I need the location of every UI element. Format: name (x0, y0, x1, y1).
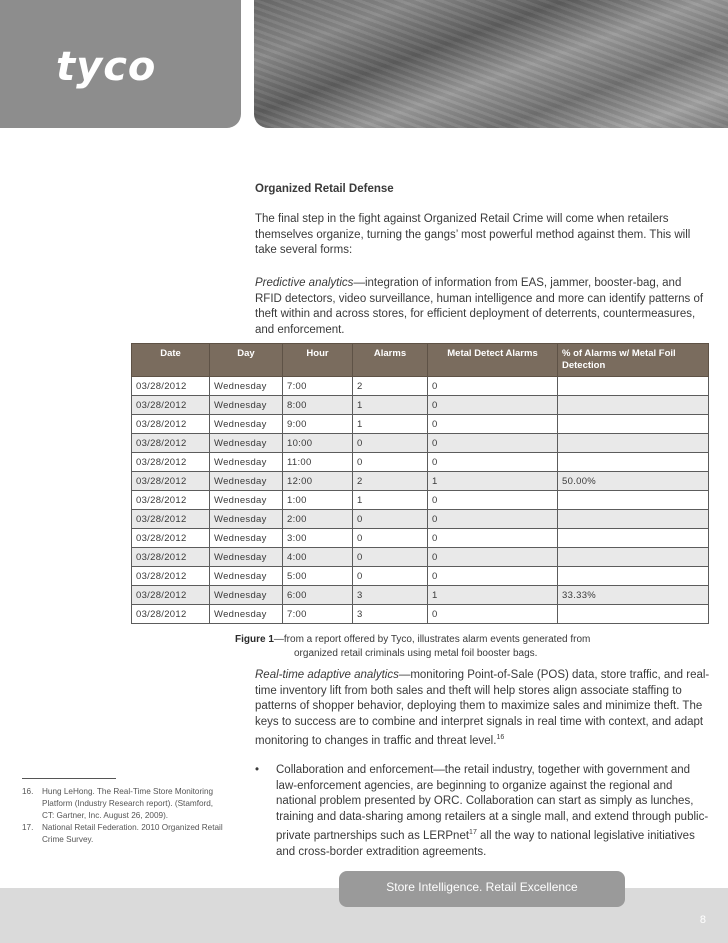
cell-metal-detect: 1 (428, 472, 558, 491)
realtime-paragraph (255, 668, 710, 750)
cell-hour: 7:00 (283, 377, 353, 396)
table-row (132, 510, 709, 529)
cell-metal-detect: 0 (428, 605, 558, 624)
cell-date: 03/28/2012 (132, 434, 210, 453)
cell-day: Wednesday (210, 605, 283, 624)
cell-metal-detect: 0 (428, 453, 558, 472)
cell-alarms: 1 (353, 415, 428, 434)
cell-pct-foil (558, 491, 709, 510)
cell-alarms: 0 (353, 434, 428, 453)
cell-pct-foil (558, 548, 709, 567)
footnote-number: 17. (22, 823, 34, 832)
cell-day: Wednesday (210, 586, 283, 605)
table-row (132, 567, 709, 586)
cell-metal-detect: 0 (428, 529, 558, 548)
cell-day: Wednesday (210, 529, 283, 548)
cell-hour: 12:00 (283, 472, 353, 491)
cell-alarms: 3 (353, 605, 428, 624)
cell-alarms: 0 (353, 453, 428, 472)
bullet-collaboration (255, 763, 710, 860)
cell-pct-foil (558, 529, 709, 548)
table-row (132, 415, 709, 434)
caption-line-2: organized retail criminals using metal foil booster bags. (294, 648, 538, 659)
header-photo-banner (254, 0, 728, 128)
figure-label: Figure 1 (235, 634, 274, 645)
section-heading: Organized Retail Defense (255, 183, 394, 195)
footnote-number: 16. (22, 787, 34, 796)
cell-metal-detect: 0 (428, 510, 558, 529)
cell-day: Wednesday (210, 548, 283, 567)
col-header-day: Day (210, 344, 283, 377)
cell-hour: 8:00 (283, 396, 353, 415)
cell-day: Wednesday (210, 491, 283, 510)
cell-alarms: 3 (353, 586, 428, 605)
cell-pct-foil (558, 605, 709, 624)
table-row (132, 605, 709, 624)
predictive-text: —integration of information from EAS, jammer, booster-bag, and RFID detectors, video surveillance, human intelligence and more can identify patterns of theft within and across stores, for efficient deployment of deterrents, countermeasures, and enforcement. (255, 277, 704, 336)
cell-date: 03/28/2012 (132, 472, 210, 491)
footnotes (22, 786, 227, 846)
cell-metal-detect: 0 (428, 567, 558, 586)
tyco-logo: tyco (56, 44, 157, 90)
cell-hour: 5:00 (283, 567, 353, 586)
cell-date: 03/28/2012 (132, 377, 210, 396)
cell-date: 03/28/2012 (132, 548, 210, 567)
footnote-ref-17: 17 (469, 829, 477, 837)
table-header-row (132, 344, 709, 377)
cell-metal-detect: 0 (428, 434, 558, 453)
cell-date: 03/28/2012 (132, 567, 210, 586)
table-row (132, 472, 709, 491)
cell-day: Wednesday (210, 510, 283, 529)
bullet-marker: • (255, 764, 260, 776)
table-row (132, 396, 709, 415)
cell-metal-detect: 1 (428, 586, 558, 605)
cell-date: 03/28/2012 (132, 491, 210, 510)
cell-pct-foil (558, 510, 709, 529)
cell-hour: 4:00 (283, 548, 353, 567)
cell-hour: 11:00 (283, 453, 353, 472)
realtime-term: Real-time adaptive analytics (255, 669, 399, 681)
cell-pct-foil (558, 434, 709, 453)
cell-date: 03/28/2012 (132, 586, 210, 605)
table-row (132, 548, 709, 567)
realtime-text: —monitoring Point-of-Sale (POS) data, store traffic, and real-time inventory lift from both sales and theft will help stores align associate staffing to patterns of shopper behavior, deploying them to maximize sales and minimize theft. The keys to success are to combine and interpret signals in real time with context, and adapt monitoring to changes in traffic and threat level. (255, 669, 710, 748)
cell-pct-foil: 50.00% (558, 472, 709, 491)
figure-caption (235, 633, 655, 661)
table-row (132, 453, 709, 472)
cell-pct-foil (558, 567, 709, 586)
intro-paragraph: The final step in the fight against Organized Retail Crime will come when retailers themselves organize, turning the gangs’ most powerful method against them. This will take several forms: (255, 213, 691, 257)
table-body (132, 377, 709, 624)
cell-date: 03/28/2012 (132, 605, 210, 624)
cell-pct-foil (558, 453, 709, 472)
cell-date: 03/28/2012 (132, 396, 210, 415)
cell-day: Wednesday (210, 567, 283, 586)
cell-metal-detect: 0 (428, 396, 558, 415)
table-row (132, 434, 709, 453)
cell-pct-foil (558, 396, 709, 415)
footnote-ref-16: 16 (496, 734, 505, 742)
cell-hour: 9:00 (283, 415, 353, 434)
cell-date: 03/28/2012 (132, 415, 210, 434)
cell-pct-foil: 33.33% (558, 586, 709, 605)
cell-metal-detect: 0 (428, 415, 558, 434)
cell-day: Wednesday (210, 415, 283, 434)
cell-alarms: 0 (353, 510, 428, 529)
bullet-text (276, 763, 710, 860)
cell-alarms: 2 (353, 377, 428, 396)
footnote-divider (22, 778, 116, 779)
section-heading-block (255, 182, 710, 198)
col-header-hour: Hour (283, 344, 353, 377)
col-header-date: Date (132, 344, 210, 377)
cell-hour: 3:00 (283, 529, 353, 548)
cell-alarms: 0 (353, 548, 428, 567)
cell-metal-detect: 0 (428, 548, 558, 567)
cell-pct-foil (558, 415, 709, 434)
footnote-text: National Retail Federation. 2010 Organized Retail Crime Survey. (42, 823, 223, 844)
cell-day: Wednesday (210, 377, 283, 396)
cell-alarms: 0 (353, 529, 428, 548)
table-row (132, 377, 709, 396)
cell-hour: 1:00 (283, 491, 353, 510)
cell-alarms: 1 (353, 491, 428, 510)
footer-tagline: Store Intelligence. Retail Excellence (339, 871, 625, 907)
caption-line-1: —from a report offered by Tyco, illustrates alarm events generated from (273, 634, 591, 645)
col-header-alarms: Alarms (353, 344, 428, 377)
cell-alarms: 2 (353, 472, 428, 491)
cell-date: 03/28/2012 (132, 453, 210, 472)
cell-day: Wednesday (210, 472, 283, 491)
cell-day: Wednesday (210, 396, 283, 415)
footnote-text: Hung LeHong. The Real-Time Store Monitoring Platform (Industry Research report). (Stamford, CT: Gartner, Inc. August 26, 2009). (42, 787, 214, 820)
cell-day: Wednesday (210, 453, 283, 472)
header-logo-panel (0, 0, 241, 128)
cell-metal-detect: 0 (428, 491, 558, 510)
cell-alarms: 0 (353, 567, 428, 586)
table-row (132, 586, 709, 605)
col-header-pct-foil: % of Alarms w/ Metal Foil Detection (558, 344, 709, 377)
cell-hour: 6:00 (283, 586, 353, 605)
cell-alarms: 1 (353, 396, 428, 415)
table-row (132, 529, 709, 548)
predictive-paragraph (255, 276, 710, 338)
cell-date: 03/28/2012 (132, 510, 210, 529)
cell-hour: 7:00 (283, 605, 353, 624)
bullet-text-after: all the way to national legislative initiatives and cross-border extradition agreements. (276, 830, 695, 858)
alarm-events-table (131, 343, 709, 624)
cell-metal-detect: 0 (428, 377, 558, 396)
cell-hour: 2:00 (283, 510, 353, 529)
cell-day: Wednesday (210, 434, 283, 453)
col-header-metal-detect: Metal Detect Alarms (428, 344, 558, 377)
alarm-table-wrap (131, 343, 708, 624)
footnote-17 (22, 822, 227, 846)
table-row (132, 491, 709, 510)
cell-date: 03/28/2012 (132, 529, 210, 548)
page-number: 8 (699, 914, 706, 926)
predictive-term: Predictive analytics (255, 277, 354, 289)
cell-hour: 10:00 (283, 434, 353, 453)
bullet-text-before: Collaboration and enforcement—the retail industry, together with government and law-enforcement agencies, are beginning to organize against the regional and national problem presented by ORC. Collaboration can start as simply as lunches, training and data-sharing among retailers at a single mall, and extend through public-private partnerships such as LERPnet (276, 764, 709, 843)
cell-pct-foil (558, 377, 709, 396)
footnote-16 (22, 786, 227, 822)
